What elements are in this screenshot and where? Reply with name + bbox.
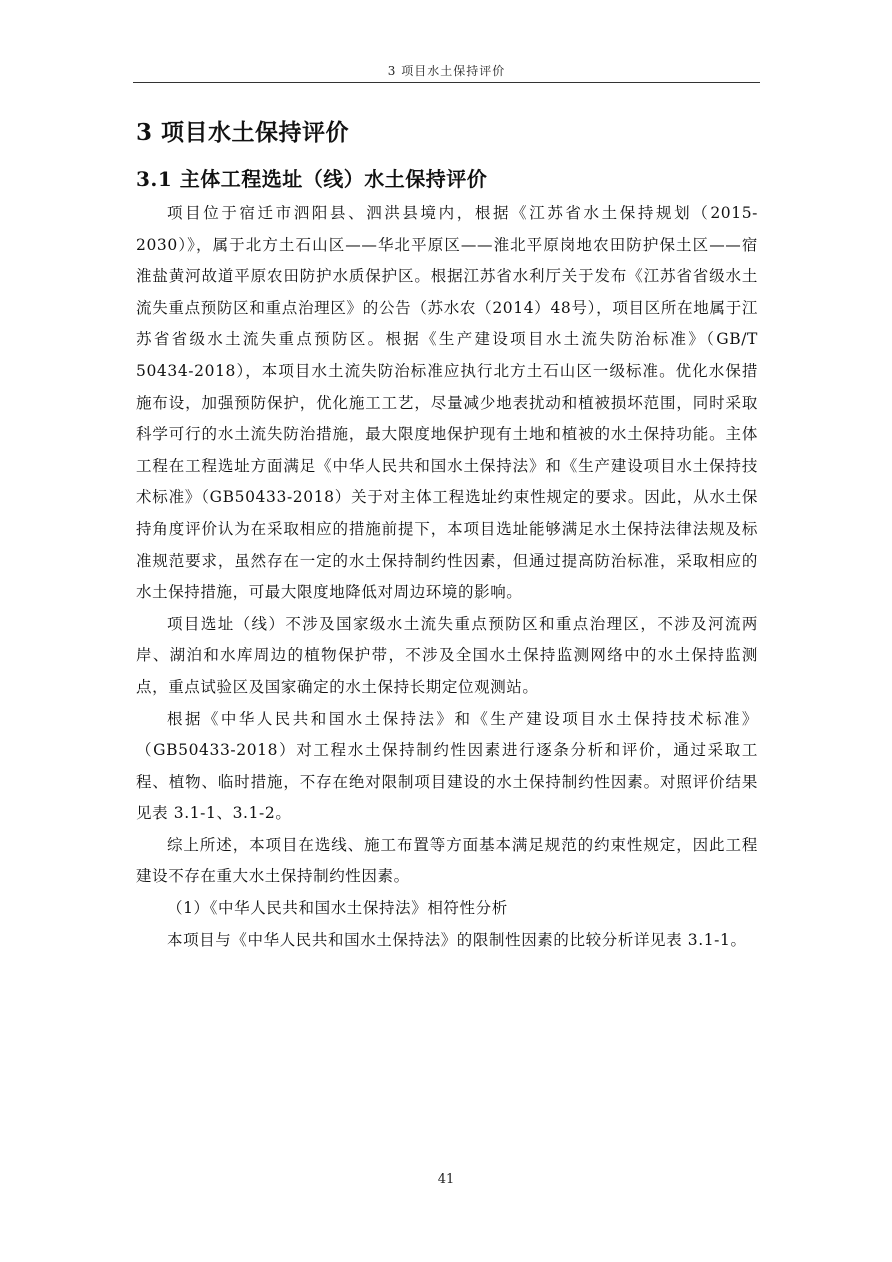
paragraph-constraint-analysis: 根据《中华人民共和国水土保持法》和《生产建设项目水土保持技术标准》（GB50433-2018）对工程水土保持制约性因素进行逐条分析和评价，通过采取工程、植物、临时措施，不存在绝对限制项目建设的水土保持制约性因素。对照评价结果见表 3.1-1、3.1-2。 xyxy=(136,709,758,823)
page-body xyxy=(136,116,758,956)
chapter-title: 3 项目水土保持评价 xyxy=(136,119,350,146)
paragraph-summary: 综上所述，本项目在选线、施工布置等方面基本满足规范的约束性规定，因此工程建设不存在重大水土保持制约性因素。 xyxy=(136,835,758,886)
page-number: 41 xyxy=(437,1172,455,1187)
running-header: 3 项目水土保持评价 xyxy=(387,64,506,78)
paragraph-table-reference: 本项目与《中华人民共和国水土保持法》的限制性因素的比较分析详见表 3.1-1。 xyxy=(167,930,747,949)
paragraph-subheading-law: （1）《中华人民共和国水土保持法》相符性分析 xyxy=(167,899,508,918)
section-title: 3.1 主体工程选址（线）水土保持评价 xyxy=(136,167,488,191)
paragraph-site-location: 项目位于宿迁市泗阳县、泗洪县境内，根据《江苏省水土保持规划（2015-2030）》，属于北方土石山区——华北平原区——淮北平原岗地农田防护保土区——宿淮盐黄河故道平原农田防护水质保护区。根据江苏省水利厅关于发布《江苏省省级水土流失重点预防区和重点治理区》的公告（苏水农（2014）48号），项目区所在地属于江苏省省级水土流失重点预防区。根据《生产建设项目水土流失防治标准》（GB/T 50434-2018），本项目水土流失防治标准应执行北方土石山区一级标准。优化水保措施布设，加强预防保护，优化施工工艺，尽量减少地表扰动和植被损坏范围，同时采取科学可行的水土流失防治措施，最大限度地保护现有土地和植被的水土保持功能。主体工程在工程选址方面满足《中华人民共和国水土保持法》和《生产建设项目水土保持技术标准》（GB50433-2018）关于对主体工程选址约束性规定的要求。因此，从水土保持角度评价认为在采取相应的措施前提下，本项目选址能够满足水土保持法律法规及标准规范要求，虽然存在一定的水土保持制约性因素，但通过提高防治标准，采取相应的水土保持措施，可最大限度地降低对周边环境的影响。 xyxy=(136,204,758,602)
header-divider xyxy=(133,82,760,83)
paragraph-site-exclusions: 项目选址（线）不涉及国家级水土流失重点预防区和重点治理区，不涉及河流两岸、湖泊和水库周边的植物保护带，不涉及全国水土保持监测网络中的水土保持监测点，重点试验区及国家确定的水土保持长期定位观测站。 xyxy=(136,614,758,696)
